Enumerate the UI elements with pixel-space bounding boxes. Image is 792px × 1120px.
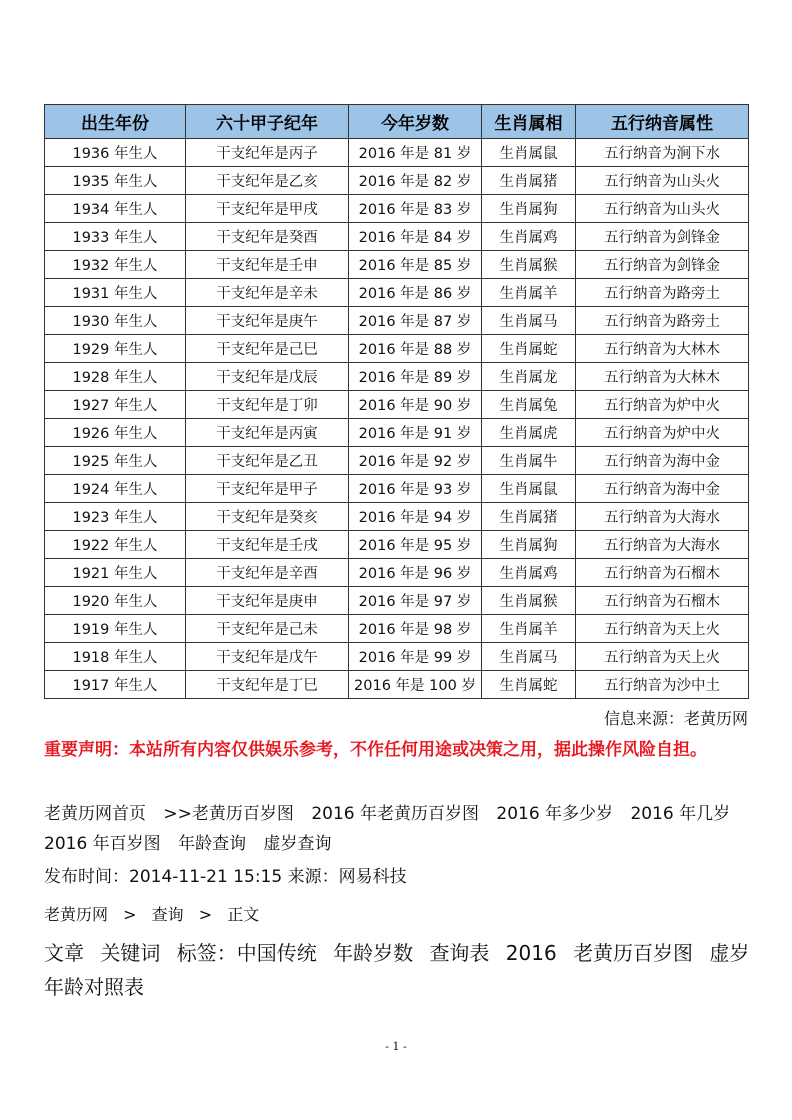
breadcrumb-separator: >: [198, 905, 213, 924]
table-row: [45, 531, 749, 559]
cell-five-elements: 五行纳音为路旁土: [576, 279, 749, 307]
cell-five-elements: 五行纳音为石榴木: [576, 587, 749, 615]
table-row: [45, 279, 749, 307]
link-2016-what-age[interactable]: 2016 年几岁: [630, 804, 731, 824]
table-row: [45, 195, 749, 223]
cell-birth-year: 1931 年生人: [45, 279, 186, 307]
cell-birth-year: 1936 年生人: [45, 139, 186, 167]
cell-birth-year: 1923 年生人: [45, 503, 186, 531]
related-links: [44, 799, 756, 859]
cell-birth-year: 1927 年生人: [45, 391, 186, 419]
cell-five-elements: 五行纳音为石榴木: [576, 559, 749, 587]
cell-age: 2016 年是 87 岁: [349, 307, 482, 335]
breadcrumb-site[interactable]: 老黄历网: [44, 905, 109, 924]
cell-sexagenary-year: 干支纪年是辛酉: [186, 559, 349, 587]
cell-zodiac: 生肖属羊: [482, 615, 576, 643]
cell-zodiac: 生肖属猪: [482, 503, 576, 531]
breadcrumb-query[interactable]: 查询: [151, 905, 184, 924]
table-row: [45, 643, 749, 671]
cell-five-elements: 五行纳音为天上火: [576, 615, 749, 643]
cell-zodiac: 生肖属蛇: [482, 671, 576, 699]
table-row: [45, 559, 749, 587]
page-number: - 1 -: [385, 1040, 407, 1053]
table-row: [45, 335, 749, 363]
cell-birth-year: 1920 年生人: [45, 587, 186, 615]
link-nominal-age-query[interactable]: 虚岁查询: [263, 834, 332, 854]
cell-zodiac: 生肖属鸡: [482, 223, 576, 251]
cell-five-elements: 五行纳音为大海水: [576, 531, 749, 559]
cell-sexagenary-year: 干支纪年是壬戌: [186, 531, 349, 559]
cell-birth-year: 1919 年生人: [45, 615, 186, 643]
table-row: [45, 671, 749, 699]
keyword-tag-table[interactable]: 查询表: [429, 941, 490, 965]
cell-five-elements: 五行纳音为大林木: [576, 363, 749, 391]
cell-birth-year: 1932 年生人: [45, 251, 186, 279]
header-age-this-year: 今年岁数: [349, 105, 482, 139]
table-row: [45, 139, 749, 167]
cell-age: 2016 年是 97 岁: [349, 587, 482, 615]
table-row: [45, 251, 749, 279]
table-row: [45, 307, 749, 335]
cell-sexagenary-year: 干支纪年是丙寅: [186, 419, 349, 447]
cell-sexagenary-year: 干支纪年是庚申: [186, 587, 349, 615]
cell-five-elements: 五行纳音为路旁土: [576, 307, 749, 335]
cell-age: 2016 年是 81 岁: [349, 139, 482, 167]
cell-sexagenary-year: 干支纪年是庚午: [186, 307, 349, 335]
cell-sexagenary-year: 干支纪年是戊午: [186, 643, 349, 671]
link-age-query[interactable]: 年龄查询: [178, 834, 247, 854]
cell-sexagenary-year: 干支纪年是己未: [186, 615, 349, 643]
cell-zodiac: 生肖属猴: [482, 251, 576, 279]
cell-zodiac: 生肖属狗: [482, 195, 576, 223]
cell-birth-year: 1918 年生人: [45, 643, 186, 671]
cell-age: 2016 年是 86 岁: [349, 279, 482, 307]
cell-sexagenary-year: 干支纪年是乙丑: [186, 447, 349, 475]
publish-info: 发布时间：2014-11-21 15:15 来源：网易科技: [44, 867, 407, 887]
cell-birth-year: 1929 年生人: [45, 335, 186, 363]
cell-sexagenary-year: 干支纪年是壬申: [186, 251, 349, 279]
cell-zodiac: 生肖属羊: [482, 279, 576, 307]
table-row: [45, 587, 749, 615]
keyword-tag-2016[interactable]: 2016: [505, 941, 557, 965]
table-row: [45, 447, 749, 475]
cell-sexagenary-year: 干支纪年是丁卯: [186, 391, 349, 419]
cell-zodiac: 生肖属兔: [482, 391, 576, 419]
cell-birth-year: 1930 年生人: [45, 307, 186, 335]
cell-five-elements: 五行纳音为涧下水: [576, 139, 749, 167]
table-row: [45, 223, 749, 251]
cell-zodiac: 生肖属虎: [482, 419, 576, 447]
cell-five-elements: 五行纳音为海中金: [576, 447, 749, 475]
cell-age: 2016 年是 92 岁: [349, 447, 482, 475]
cell-age: 2016 年是 89 岁: [349, 363, 482, 391]
link-centenary-chart[interactable]: >>老黄历百岁图: [163, 804, 294, 824]
cell-zodiac: 生肖属狗: [482, 531, 576, 559]
cell-sexagenary-year: 干支纪年是辛未: [186, 279, 349, 307]
header-birth-year: 出生年份: [45, 105, 186, 139]
cell-zodiac: 生肖属猪: [482, 167, 576, 195]
table-row: [45, 419, 749, 447]
table-row: [45, 391, 749, 419]
cell-zodiac: 生肖属马: [482, 307, 576, 335]
cell-age: 2016 年是 93 岁: [349, 475, 482, 503]
cell-birth-year: 1917 年生人: [45, 671, 186, 699]
breadcrumb-separator: >: [123, 905, 137, 924]
keyword-tag-tradition[interactable]: 标签：中国传统: [176, 941, 317, 965]
table-row: [45, 475, 749, 503]
cell-birth-year: 1933 年生人: [45, 223, 186, 251]
keyword-article: 文章: [44, 941, 84, 965]
table-header-row: [45, 105, 749, 139]
cell-birth-year: 1926 年生人: [45, 419, 186, 447]
cell-age: 2016 年是 91 岁: [349, 419, 482, 447]
table-row: [45, 167, 749, 195]
cell-age: 2016 年是 90 岁: [349, 391, 482, 419]
source-line: 信息来源：老黄历网: [603, 709, 748, 728]
cell-age: 2016 年是 85 岁: [349, 251, 482, 279]
breadcrumb: [44, 902, 269, 925]
cell-five-elements: 五行纳音为炉中火: [576, 419, 749, 447]
cell-sexagenary-year: 干支纪年是戊辰: [186, 363, 349, 391]
cell-sexagenary-year: 干支纪年是己巳: [186, 335, 349, 363]
cell-five-elements: 五行纳音为大林木: [576, 335, 749, 363]
keyword-tag-centenary[interactable]: 老黄历百岁图: [573, 941, 694, 965]
keyword-tag-age[interactable]: 年龄岁数: [333, 941, 414, 965]
cell-sexagenary-year: 干支纪年是癸酉: [186, 223, 349, 251]
cell-zodiac: 生肖属龙: [482, 363, 576, 391]
cell-birth-year: 1935 年生人: [45, 167, 186, 195]
cell-zodiac: 生肖属牛: [482, 447, 576, 475]
cell-birth-year: 1922 年生人: [45, 531, 186, 559]
keyword-tag-nominal-age[interactable]: 虚岁年龄对照表: [44, 941, 750, 999]
cell-sexagenary-year: 干支纪年是癸亥: [186, 503, 349, 531]
table-body: [45, 139, 749, 699]
cell-age: 2016 年是 88 岁: [349, 335, 482, 363]
cell-birth-year: 1928 年生人: [45, 363, 186, 391]
cell-birth-year: 1925 年生人: [45, 447, 186, 475]
cell-age: 2016 年是 96 岁: [349, 559, 482, 587]
cell-sexagenary-year: 干支纪年是丙子: [186, 139, 349, 167]
cell-birth-year: 1921 年生人: [45, 559, 186, 587]
cell-age: 2016 年是 95 岁: [349, 531, 482, 559]
cell-birth-year: 1934 年生人: [45, 195, 186, 223]
cell-sexagenary-year: 干支纪年是丁巳: [186, 671, 349, 699]
cell-birth-year: 1924 年生人: [45, 475, 186, 503]
link-2016-how-old[interactable]: 2016 年多少岁: [496, 804, 614, 824]
breadcrumb-current: 正文: [227, 905, 260, 924]
header-zodiac: 生肖属相: [482, 105, 576, 139]
keyword-label: 关键词: [100, 941, 161, 965]
age-lookup-table: [44, 104, 749, 699]
cell-age: 2016 年是 83 岁: [349, 195, 482, 223]
cell-zodiac: 生肖属马: [482, 643, 576, 671]
cell-sexagenary-year: 干支纪年是甲子: [186, 475, 349, 503]
link-2016-centenary-chart[interactable]: 2016 年老黄历百岁图: [311, 804, 479, 824]
cell-zodiac: 生肖属鼠: [482, 139, 576, 167]
table-row: [45, 503, 749, 531]
header-five-elements: 五行纳音属性: [576, 105, 749, 139]
cell-five-elements: 五行纳音为天上火: [576, 643, 749, 671]
cell-zodiac: 生肖属鼠: [482, 475, 576, 503]
cell-zodiac: 生肖属蛇: [482, 335, 576, 363]
header-sexagenary-year: 六十甲子纪年: [186, 105, 349, 139]
link-home[interactable]: 老黄历网首页: [44, 804, 146, 824]
cell-age: 2016 年是 99 岁: [349, 643, 482, 671]
table-row: [45, 363, 749, 391]
cell-age: 2016 年是 98 岁: [349, 615, 482, 643]
cell-zodiac: 生肖属猴: [482, 587, 576, 615]
cell-five-elements: 五行纳音为剑锋金: [576, 223, 749, 251]
cell-five-elements: 五行纳音为大海水: [576, 503, 749, 531]
cell-zodiac: 生肖属鸡: [482, 559, 576, 587]
cell-five-elements: 五行纳音为沙中土: [576, 671, 749, 699]
disclaimer: 重要声明：本站所有内容仅供娱乐参考，不作任何用途或决策之用，据此操作风险自担。: [44, 740, 707, 760]
link-2016-centenary[interactable]: 2016 年百岁图: [44, 834, 161, 854]
cell-age: 2016 年是 84 岁: [349, 223, 482, 251]
cell-five-elements: 五行纳音为炉中火: [576, 391, 749, 419]
cell-five-elements: 五行纳音为剑锋金: [576, 251, 749, 279]
cell-five-elements: 五行纳音为山头火: [576, 195, 749, 223]
cell-age: 2016 年是 100 岁: [349, 671, 482, 699]
table-row: [45, 615, 749, 643]
article-keywords: [44, 936, 756, 1004]
cell-five-elements: 五行纳音为海中金: [576, 475, 749, 503]
cell-five-elements: 五行纳音为山头火: [576, 167, 749, 195]
cell-age: 2016 年是 94 岁: [349, 503, 482, 531]
cell-age: 2016 年是 82 岁: [349, 167, 482, 195]
cell-sexagenary-year: 干支纪年是乙亥: [186, 167, 349, 195]
cell-sexagenary-year: 干支纪年是甲戌: [186, 195, 349, 223]
